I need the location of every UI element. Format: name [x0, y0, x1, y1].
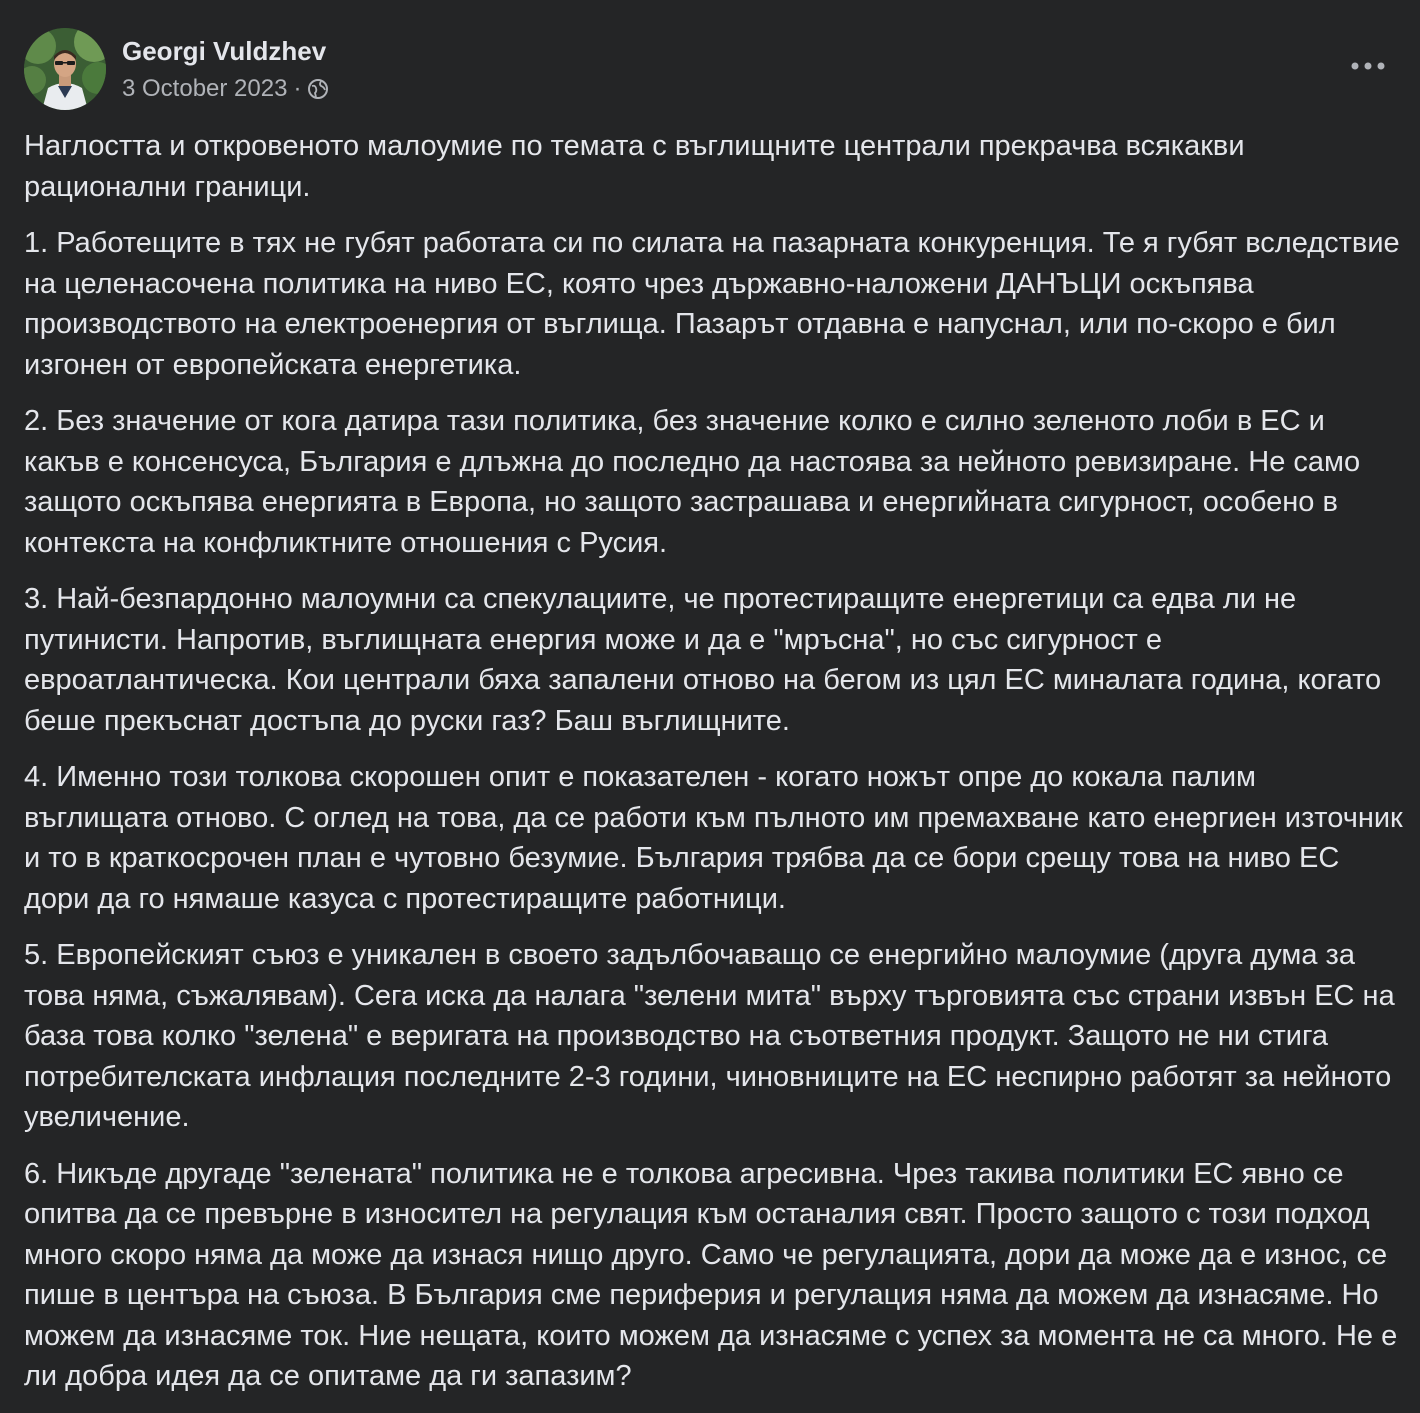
author-name[interactable]: Georgi Vuldzhev: [122, 36, 327, 66]
post-body: [24, 126, 1404, 1413]
post-paragraph-6: 6. Никъде другаде "зелената" политика не е толкова агресивна. Чрез такива политики ЕС явно се опитва да се превърне в износител на регулация към останалия свят. Просто защото с този подход много скоро няма да може да изнася нищо друго. Само че регулацията, дори да може да е износ, се пише в центъра на съюза. В България сме периферия и регулация няма да можем да изнасяме. Но можем да изнасяме ток. Ние нещата, които можем да изнасяме с успех за момента не са много. Не е ли добра идея да се опитаме да ги запазим?: [24, 1157, 1398, 1392]
more-horizontal-icon: [1350, 61, 1386, 71]
post-paragraph-3: 3. Най-безпардонно малоумни са спекулациите, че протестиращите енергетици са едва ли не путинисти. Напротив, въглищната енергия може и да е "мръсна", но със сигурност е евроатлантическа. Кои централи бяха запалени отново на бегом из цял ЕС миналата година, когато беше прекъснат достъпа до руски газ? Баш въглищните.: [24, 583, 1382, 737]
avatar-photo: [24, 28, 106, 110]
post-paragraph-1: 1. Работещите в тях не губят работата си по силата на пазарната конкуренция. Те я губят вследствие на целенасочена политика на ниво ЕС, която чрез държавно-наложени ДАНЪЦИ оскъпява производството на електроенергия от въглища. Пазарът отдавна е напуснал, или по-скоро е бил изгонен от европейската енергетика.: [24, 227, 1400, 381]
post-date[interactable]: 3 October 2023: [122, 75, 288, 102]
post-meta: [122, 34, 329, 104]
post-paragraph-4: 4. Именно този толкова скорошен опит е показателен - когато ножът опре до кокала палим въглищата отново. С оглед на това, да се работи към пълното им премахване като енергиен източник и то в краткосрочен план е чутовно безумие. България трябва да се бори срещу това на ниво ЕС дори да го нямаше казуса с протестиращите работници.: [24, 761, 1403, 915]
post-header: [24, 28, 329, 110]
post-subline: [122, 74, 329, 104]
post-paragraph-5: 5. Европейският съюз е уникален в своето задълбочаващо се енергийно малоумие (друга дума за това няма, съжалявам). Сега иска да налага "зелени мита" върху търговията със страни извън ЕС на база това колко "зелена" е веригата на производство на съответния продукт. Защото не ни стига потребителската инфлация последните 2-3 години, чиновниците на ЕС неспирно работят за нейното увеличение.: [24, 939, 1395, 1133]
avatar[interactable]: [24, 28, 106, 110]
separator-dot: ·: [293, 75, 302, 102]
post-paragraph-intro: Наглостта и откровеното малоумие по темата с въглищните централи прекрачва всякакви рационални граници.: [24, 130, 1245, 203]
more-options-button[interactable]: [1346, 48, 1390, 84]
post-paragraph-2: 2. Без значение от кога датира тази политика, без значение колко е силно зеленото лоби в ЕС и какъв е консенсуса, България е длъжна до последно да настоява за нейното ревизиране. Не само защото оскъпява енергията в Европа, но защото застрашава и енергийната сигурност, особено в контекста на конфликтните отношения с Русия.: [24, 405, 1361, 559]
globe-icon[interactable]: [307, 78, 329, 100]
